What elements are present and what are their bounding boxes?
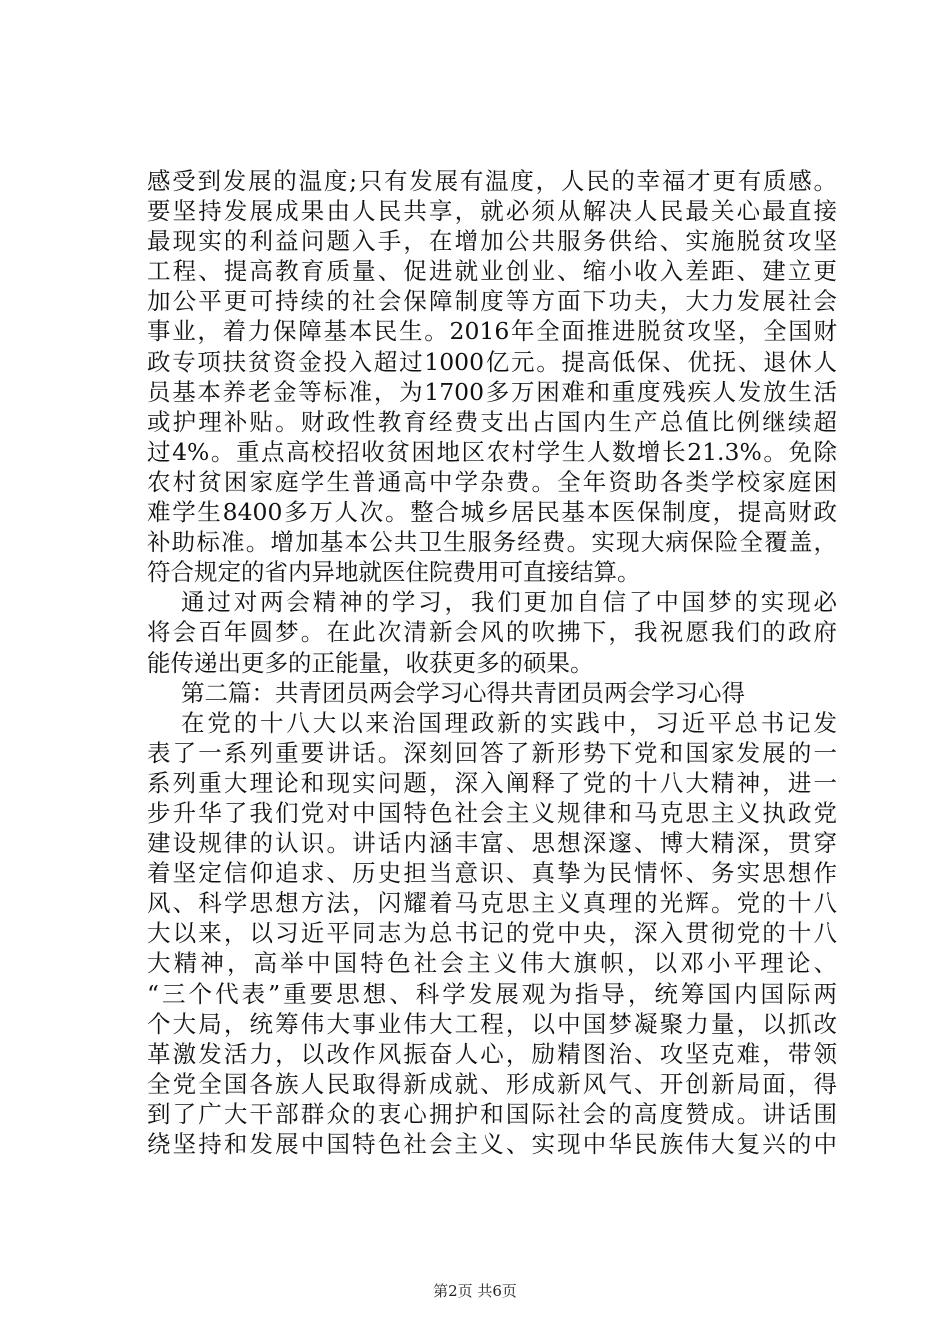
text-line: 个大局，统筹伟大事业伟大工程，以中国梦凝聚力量，以抓改 bbox=[147, 1009, 837, 1038]
text-line: 绕坚持和发展中国特色社会主义、实现中华民族伟大复兴的中 bbox=[147, 1130, 837, 1158]
text-line: 员基本养老金等标准，为1700多万困难和重度残疾人发放生活 bbox=[147, 377, 837, 406]
text-line: 建设规律的认识。讲话内涵丰富、思想深邃、博大精深，贯穿 bbox=[147, 829, 837, 858]
text-line: 大以来，以习近平同志为总书记的党中央，深入贯彻党的十八 bbox=[147, 919, 837, 948]
text-line: 最现实的利益问题入手，在增加公共服务供给、实施脱贫攻坚 bbox=[147, 227, 837, 256]
text-line: 全党全国各族人民取得新成就、形成新风气、开创新局面，得 bbox=[147, 1069, 837, 1098]
text-line: 将会百年圆梦。在此次清新会风的吹拂下，我祝愿我们的政府 bbox=[147, 618, 837, 647]
text-line: 风、科学思想方法，闪耀着马克思主义真理的光辉。党的十八 bbox=[147, 889, 837, 918]
text-line: 通过对两会精神的学习，我们更加自信了中国梦的实现必 bbox=[181, 588, 837, 617]
text-line: 补助标准。增加基本公共卫生服务经费。实现大病保险全覆盖， bbox=[147, 528, 837, 557]
text-line: 系列重大理论和现实问题，深入阐释了党的十八大精神，进一 bbox=[147, 768, 837, 797]
text-line: 表了一系列重要讲话。深刻回答了新形势下党和国家发展的一 bbox=[147, 738, 837, 767]
text-line: 步升华了我们党对中国特色社会主义规律和马克思主义执政党 bbox=[147, 798, 837, 827]
text-line: 加公平更可持续的社会保障制度等方面下功夫，大力发展社会 bbox=[147, 287, 837, 316]
text-line: 到了广大干部群众的衷心拥护和国际社会的高度赞成。讲话围 bbox=[147, 1099, 837, 1128]
page-footer: 第2页 共6页 bbox=[433, 1282, 517, 1300]
text-line: 政专项扶贫资金投入超过1000亿元。提高低保、优抚、退休人 bbox=[147, 347, 837, 376]
text-line: 事业，着力保障基本民生。2016年全面推进脱贫攻坚，全国财 bbox=[147, 317, 837, 346]
text-line: 要坚持发展成果由人民共享，就必须从解决人民最关心最直接 bbox=[147, 197, 837, 226]
text-line: 第二篇：共青团员两会学习心得共青团员两会学习心得 bbox=[181, 678, 745, 707]
text-line: 工程、提高教育质量、促进就业创业、缩小收入差距、建立更 bbox=[147, 257, 837, 286]
text-line: 难学生8400多万人次。整合城乡居民基本医保制度，提高财政 bbox=[147, 498, 837, 527]
text-line: 大精神，高举中国特色社会主义伟大旗帜，以邓小平理论、 bbox=[147, 949, 837, 978]
text-line: 着坚定信仰追求、历史担当意识、真挚为民情怀、务实思想作 bbox=[147, 859, 837, 888]
text-line: “三个代表”重要思想、科学发展观为指导，统筹国内国际两 bbox=[147, 979, 837, 1008]
text-line: 或护理补贴。财政性教育经费支出占国内生产总值比例继续超 bbox=[147, 407, 837, 436]
document-body bbox=[147, 166, 837, 1159]
text-line: 感受到发展的温度;只有发展有温度，人民的幸福才更有质感。 bbox=[147, 167, 837, 195]
text-line: 在党的十八大以来治国理政新的实践中，习近平总书记发 bbox=[181, 708, 837, 737]
text-line: 能传递出更多的正能量，收获更多的硕果。 bbox=[147, 648, 594, 677]
text-line: 符合规定的省内异地就医住院费用可直接结算。 bbox=[147, 558, 641, 587]
text-line: 革激发活力，以改作风振奋人心，励精图治、攻坚克难，带领 bbox=[147, 1039, 837, 1068]
text-line: 过4%。重点高校招收贫困地区农村学生人数增长21.3%。免除 bbox=[147, 437, 837, 466]
text-line: 农村贫困家庭学生普通高中学杂费。全年资助各类学校家庭困 bbox=[147, 467, 837, 496]
